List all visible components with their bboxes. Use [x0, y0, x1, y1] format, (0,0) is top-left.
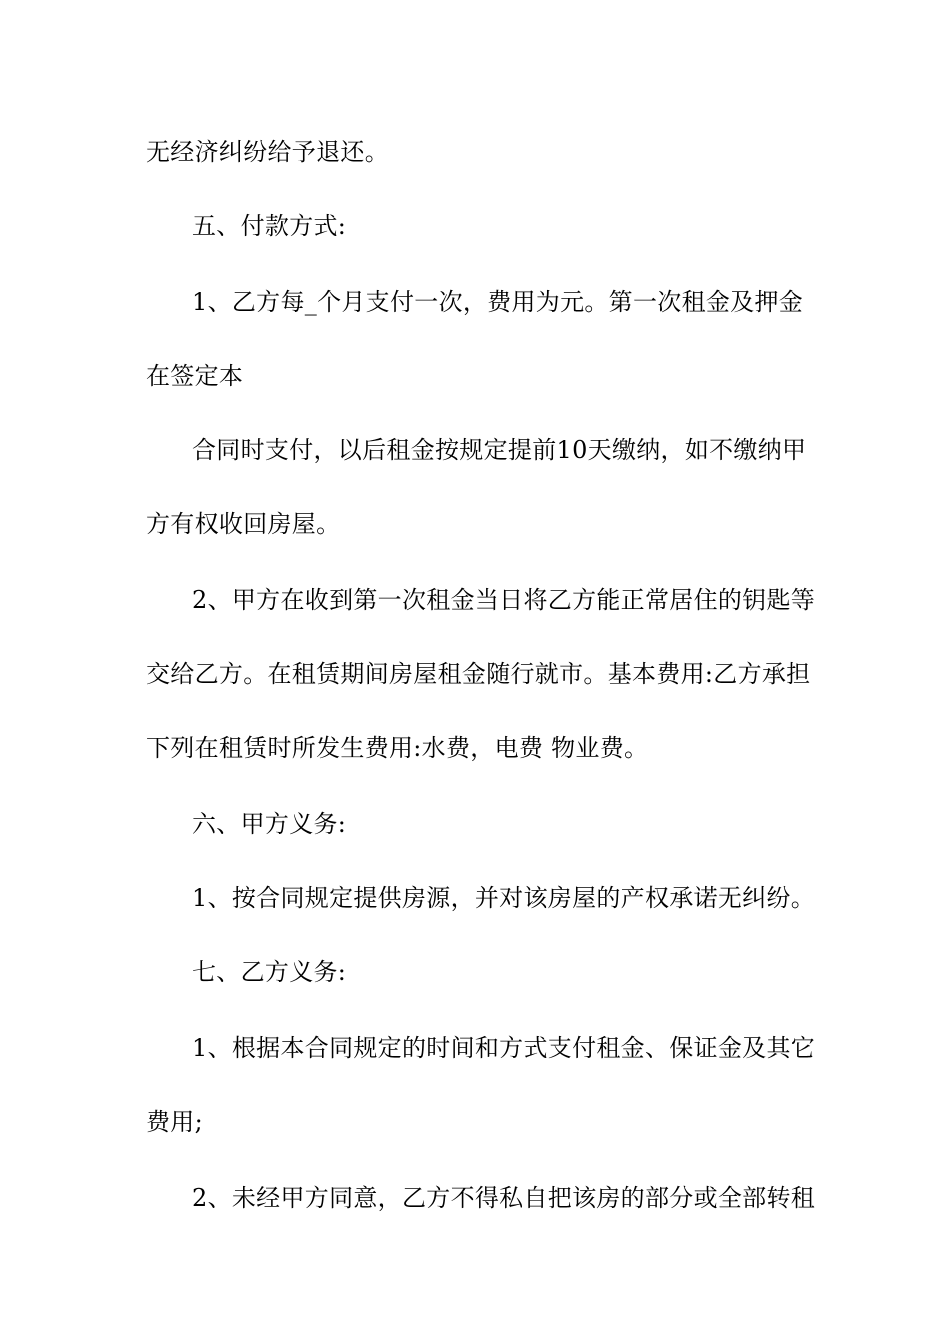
text-line: 方有权收回房屋。 — [146, 510, 341, 538]
text-line: 交给乙方。在租赁期间房屋租金随行就市。基本费用:乙方承担 — [146, 660, 811, 688]
text-line: 1、按合同规定提供房源，并对该房屋的产权承诺无纠纷。 — [192, 884, 816, 912]
text-line: 2、甲方在收到第一次租金当日将乙方能正常居住的钥匙等 — [192, 586, 816, 614]
section-heading-party-a: 六、甲方义务: — [192, 810, 347, 838]
text-line: 无经济纠纷给予退还。 — [146, 138, 389, 166]
section-heading-payment: 五、付款方式: — [192, 212, 347, 240]
text-line: 合同时支付，以后租金按规定提前10天缴纳，如不缴纳甲 — [192, 436, 807, 464]
text-line: 下列在租赁时所发生费用:水费，电费 物业费。 — [146, 734, 649, 762]
text-line: 1、乙方每_个月支付一次，费用为元。第一次租金及押金 — [192, 288, 804, 316]
section-heading-party-b: 七、乙方义务: — [192, 958, 347, 986]
text-line: 费用; — [146, 1108, 203, 1136]
text-line: 在签定本 — [146, 362, 244, 390]
text-line: 2、未经甲方同意，乙方不得私自把该房的部分或全部转租 — [192, 1184, 816, 1212]
text-line: 1、根据本合同规定的时间和方式支付租金、保证金及其它 — [192, 1034, 816, 1062]
